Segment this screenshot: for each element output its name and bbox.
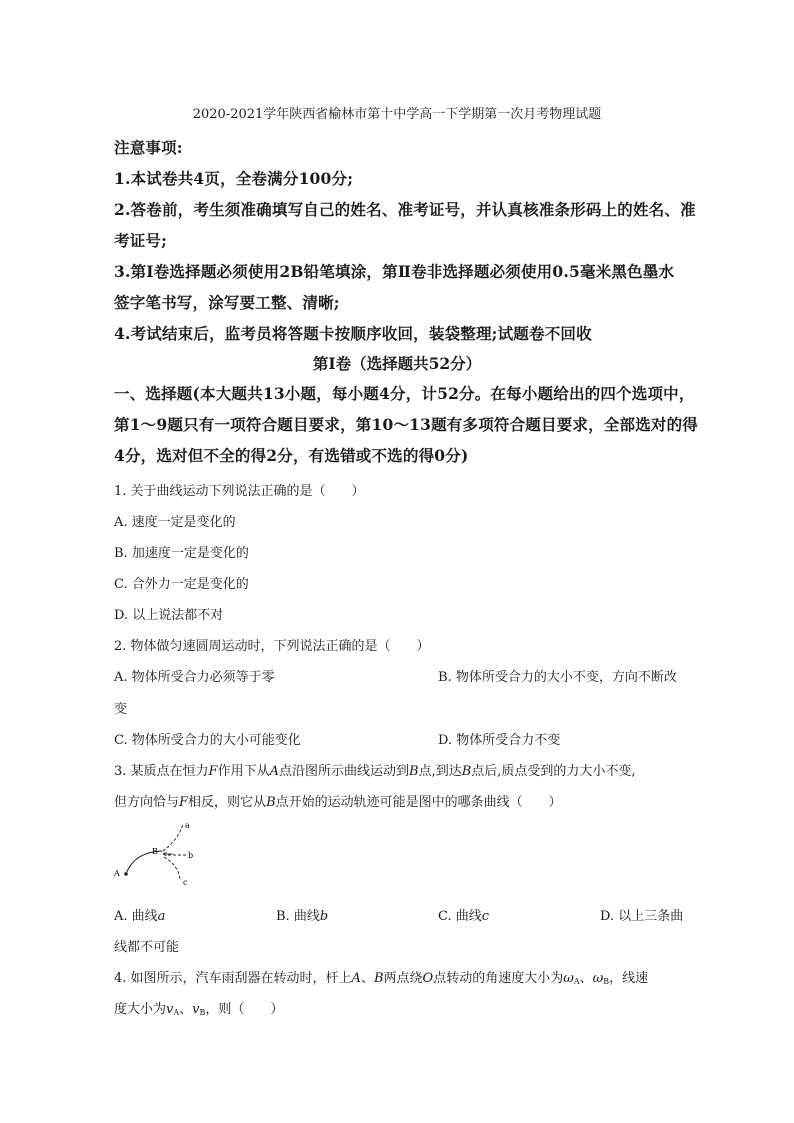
question-3-stem-line-1: 3. 某质点在恒力F作用下从A点沿图所示曲线运动到B点,到达B点后,质点受到的力大小不变, (114, 764, 636, 779)
curve-a (163, 824, 183, 851)
section-intro: 一、选择题(本大题共13小题，每小题4分，计52分。在每小题给出的四个选项中， (114, 384, 695, 403)
notice-item: 4.考试结束后，监考员将答题卡按顺序收回，装袋整理;试题卷不回收 (114, 324, 592, 343)
notice-heading: 注意事项: (114, 138, 183, 157)
question-3-option-d: D. 以上三条曲 (600, 909, 684, 924)
notice-item: 签字笔书写，涂写要工整、清晰; (114, 293, 340, 312)
label-point-a: A (114, 869, 120, 878)
question-1-option-c: C. 合外力一定是变化的 (114, 577, 249, 592)
question-1-option-d: D. 以上说法都不对 (114, 608, 224, 623)
label-a: a (185, 821, 190, 830)
question-1-option-a: A. 速度一定是变化的 (114, 515, 236, 530)
question-2-option-c: C. 物体所受合力的大小可能变化 (114, 733, 301, 748)
question-3-figure (112, 818, 212, 893)
question-1-stem: 1. 关于曲线运动下列说法正确的是（ ） (114, 484, 365, 499)
question-3-option-a: A. 曲线a (114, 909, 166, 924)
curve-c (164, 857, 180, 879)
point-a-dot (124, 872, 128, 876)
notice-item: 2.答卷前，考生须准确填写自己的姓名、准考证号，并认真核准条形码上的姓名、准 (114, 200, 696, 219)
page-title: 2020-2021学年陕西省榆林市第十中学高一下学期第一次月考物理试题 (192, 107, 602, 122)
question-2-stem: 2. 物体做匀速圆周运动时，下列说法正确的是（ ） (114, 639, 430, 654)
section-intro: 4分，选对但不全的得2分，有选错或不选的得0分) (114, 446, 469, 465)
section-intro: 第1～9题只有一项符合题目要求，第10～13题有多项符合题目要求，全部选对的得 (114, 415, 699, 434)
question-4-stem-line-1: 4. 如图所示，汽车雨刮器在转动时，杆上A、B两点绕O点转动的角速度大小为$\omega_A$、$\omega_B$，线速 (114, 971, 649, 986)
notice-item: 考证号; (114, 231, 168, 250)
notice-item: 3.第Ⅰ卷选择题必须使用2B铅笔填涂，第Ⅱ卷非选择题必须使用0.5毫米黑色墨水 (114, 262, 675, 281)
question-3-option-b: B. 曲线b (276, 909, 329, 924)
question-3-option-d-cont: 线都不可能 (114, 940, 180, 955)
question-2-option-b: B. 物体所受合力的大小不变，方向不断改 (438, 670, 677, 685)
label-b: b (188, 851, 194, 860)
question-1-option-b: B. 加速度一定是变化的 (114, 546, 249, 561)
section-title: 第Ⅰ卷（选择题共52分） (312, 354, 482, 373)
question-4-stem-line-2: 度大小为$v_A$、$v_B$，则（ ） (114, 1002, 284, 1017)
question-2-option-a: A. 物体所受合力必须等于零 (114, 670, 275, 685)
label-point-b: B (152, 847, 158, 856)
question-2-option-b-cont: 变 (114, 702, 128, 717)
question-3-option-c: C. 曲线c (438, 909, 490, 924)
label-c: c (183, 878, 188, 887)
question-2-option-d: D. 物体所受合力不变 (438, 733, 561, 748)
notice-item: 1.本试卷共4页，全卷满分100分; (114, 169, 354, 188)
question-3-stem-line-2: 但方向恰与F相反，则它从B点开始的运动轨迹可能是图中的哪条曲线（ ） (114, 795, 562, 810)
